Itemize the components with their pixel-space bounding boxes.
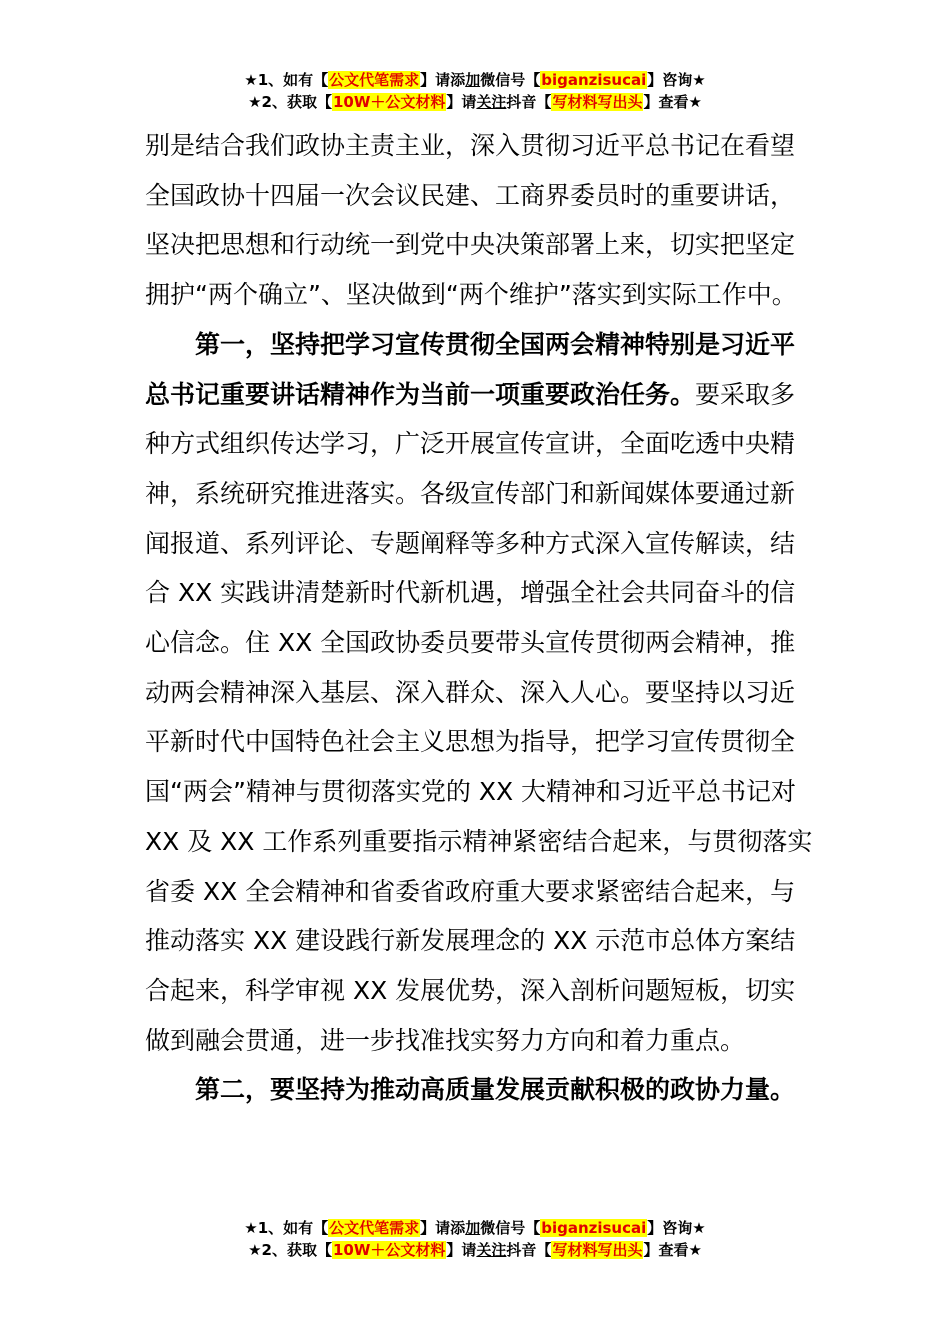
paragraph-3-heading: 第二，要坚持为推动高质量发展贡献积极的政协力量。 bbox=[195, 1075, 796, 1105]
banner-highlight: 公文代笔需求 bbox=[329, 71, 420, 89]
paragraph-1: 别是结合我们政协主责主业，深入贯彻习近平总书记在看望全国政协十四届一次会议民建、工商界委员时的重要讲话，坚决把思想和行动统一到党中央决策部署上来，切实把坚定拥护“两个确立”、坚决做到“两个维护”落实到实际工作中。 bbox=[145, 131, 797, 310]
banner-line-2: ★2、获取【10W＋公文材料】请关注抖音【写材料写出头】查看★ bbox=[248, 93, 702, 111]
paragraph-2-heading: 第一，坚持把学习宣传贯彻全国两会精神特别是习近平总书记重要讲话精神作为当前一项重要政治任务。 bbox=[145, 329, 796, 409]
document-body bbox=[145, 121, 815, 1115]
banner-highlight: 写材料写出头 bbox=[552, 1241, 643, 1259]
banner-highlight: 10W＋公文材料 bbox=[332, 1241, 446, 1259]
paragraph-2 bbox=[145, 320, 815, 1066]
banner-highlight: 写材料写出头 bbox=[552, 93, 643, 111]
header-banner bbox=[0, 69, 950, 113]
paragraph-3 bbox=[145, 1065, 815, 1115]
banner-highlight: 10W＋公文材料 bbox=[332, 93, 446, 111]
banner-highlight: 公文代笔需求 bbox=[329, 1219, 420, 1237]
paragraph-2-text: 要采取多种方式组织传达学习，广泛开展宣传宣讲，全面吃透中央精神，系统研究推进落实。各级宣传部门和新闻媒体要通过新闻报道、系列评论、专题阐释等多种方式深入宣传解读，结合 XX 实践讲清楚新时代新机遇，增强全社会共同奋斗的信心信念。住 XX 全国政协委员要带头宣传贯彻两会精神，推动两会精神深入基层、深入群众、深入人心。要坚持以习近平新时代中国特色社会主义思想为指导，把学习宣传贯彻全国“两会”精神与贯彻落实党的 XX 大精神和习近平总书记对 XX 及 XX 工作系列重要指示精神紧密结合起来，与贯彻落实省委 XX 全会精神和省委省政府重大要求紧密结合起来，与推动落实 XX 建设践行新发展理念的 XX 示范市总体方案结合起来，科学审视 XX 发展优势，深入剖析问题短板，切实做到融会贯通，进一步找准找实努力方向和着力重点。 bbox=[145, 379, 813, 1055]
banner-line-2: ★2、获取【10W＋公文材料】请关注抖音【写材料写出头】查看★ bbox=[248, 1241, 702, 1259]
banner-highlight: biganzisucai bbox=[541, 1219, 647, 1237]
footer-banner bbox=[0, 1217, 950, 1261]
banner-highlight: biganzisucai bbox=[541, 71, 647, 89]
banner-line-1: ★1、如有【公文代笔需求】请添加微信号【biganzisucai】咨询★ bbox=[244, 1219, 706, 1237]
banner-line-1: ★1、如有【公文代笔需求】请添加微信号【biganzisucai】咨询★ bbox=[244, 71, 706, 89]
